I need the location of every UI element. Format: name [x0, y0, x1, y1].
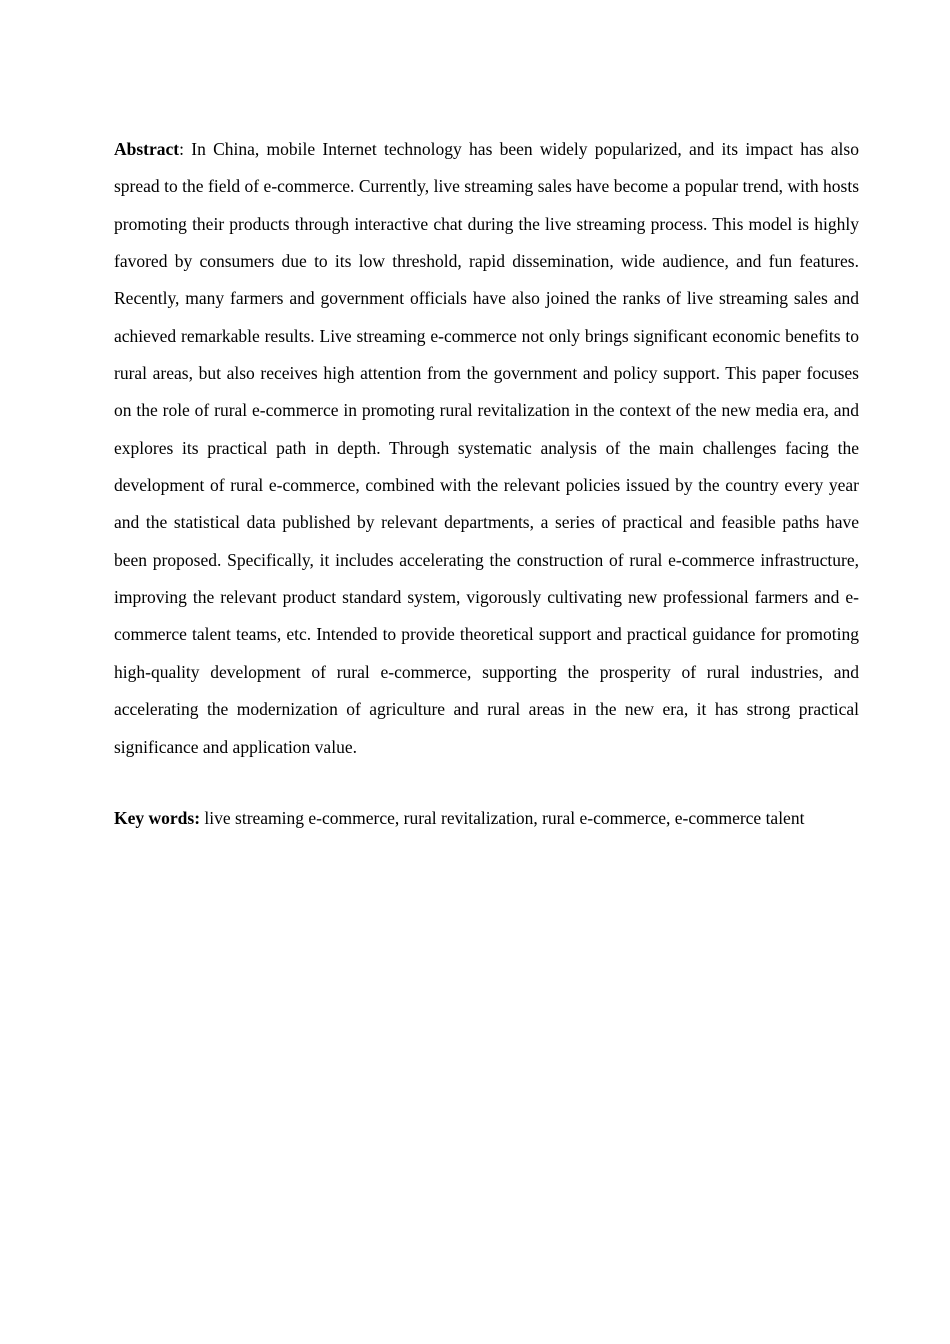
keywords-label: Key words: [114, 807, 201, 828]
keywords-text: live streaming e-commerce, rural revitalization, rural e-commerce, e-commerce talent [204, 807, 805, 828]
keywords-paragraph [114, 800, 859, 837]
abstract-paragraph [114, 131, 859, 766]
abstract-separator: : [179, 139, 192, 159]
abstract-label: Abstract [114, 139, 180, 159]
abstract-section [114, 131, 859, 837]
abstract-text: In China, mobile Internet technology has been widely popularized, and its impact has also spread to the field of e-commerce. Currently, live streaming sales have become a popular trend, with hosts promoting their products through interactive chat during the live streaming process. This model is highly favored by consumers due to its low threshold, rapid dissemination, wide audience, and fun features. Recently, many farmers and government officials have also joined the ranks of live streaming sales and achieved remarkable results. Live streaming e-commerce not only brings significant economic benefits to rural areas, but also receives high attention from the government and policy support. This paper focuses on the role of rural e-commerce in promoting rural revitalization in the context of the new media era, and explores its practical path in depth. Through systematic analysis of the main challenges facing the development of rural e-commerce, combined with the relevant policies issued by the country every year and the statistical data published by relevant departments, a series of practical and feasible paths have been proposed. Specifically, it includes accelerating the construction of rural e-commerce infrastructure, improving the relevant product standard system, vigorously cultivating new professional farmers and e-commerce talent teams, etc. Intended to provide theoretical support and practical guidance for promoting high-quality development of rural e-commerce, supporting the prosperity of rural industries, and accelerating the modernization of agriculture and rural areas in the new era, it has strong practical significance and application value. [114, 139, 859, 757]
